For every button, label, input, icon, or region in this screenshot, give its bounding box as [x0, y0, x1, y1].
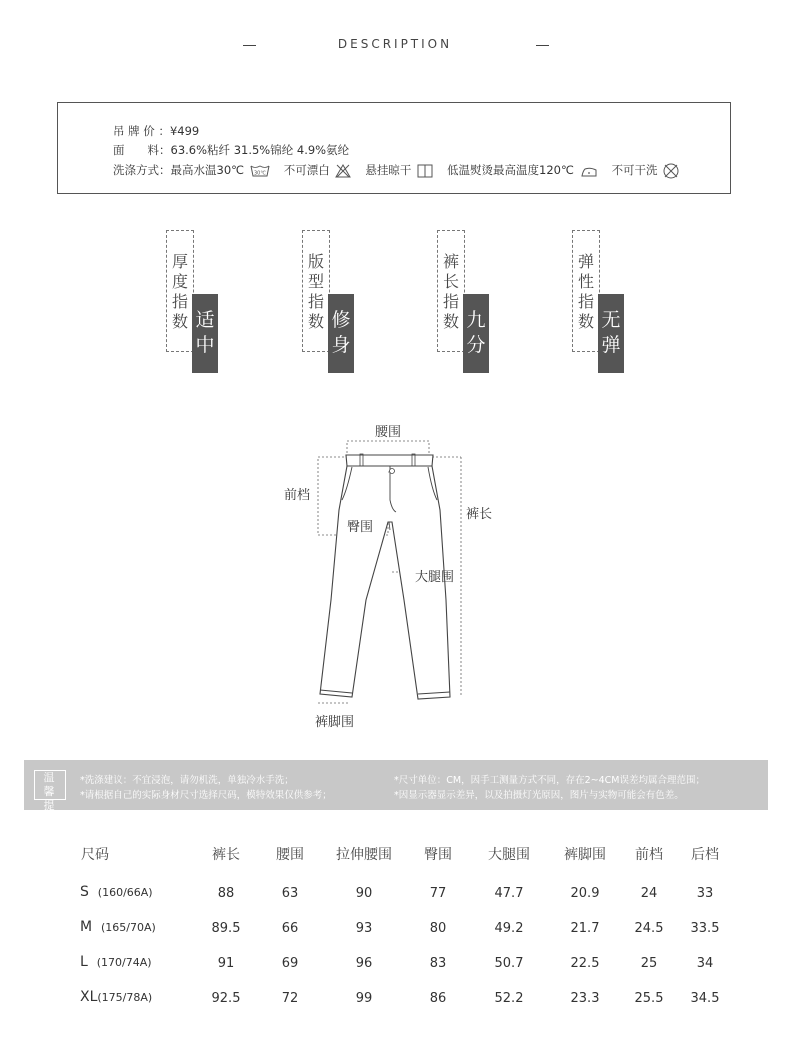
header-dash-right [536, 45, 549, 46]
no-dry-clean-icon [663, 163, 679, 179]
care-label: 洗涤方式： [113, 163, 171, 177]
row-size-label [80, 989, 152, 1005]
pants-measurement-diagram [280, 415, 493, 715]
line-dry-icon [417, 164, 433, 178]
cell-hip: 83 [429, 956, 447, 971]
table-header-front-rise: 前档 [635, 847, 663, 863]
index-label: 版 型 指 数 [307, 252, 324, 331]
cell-stretch-waist: 96 [355, 956, 373, 971]
row-size: S [80, 884, 89, 900]
index-fit [302, 230, 362, 375]
diagram-label-thigh: 大腿围 [415, 570, 455, 585]
tips-right-line-2: *因显示器显示差异，以及拍摄灯光原因，图片与实物可能会有色差。 [394, 790, 684, 801]
index-thickness [166, 230, 226, 375]
tips-badge-top: 温 馨 [43, 771, 57, 798]
cell-front-rise: 24.5 [634, 921, 664, 936]
cell-length: 89.5 [211, 921, 241, 936]
cell-back-rise: 33 [696, 886, 714, 901]
index-value: 九 分 [463, 294, 489, 373]
cell-hip: 80 [429, 921, 447, 936]
row-size-spec: (170/74A) [96, 956, 152, 969]
product-info-box [57, 102, 731, 194]
cell-hip: 86 [429, 991, 447, 1006]
row-size: M [80, 919, 93, 935]
table-header-thigh: 大腿围 [488, 847, 530, 863]
diagram-label-waist: 腰围 [375, 425, 402, 440]
index-value: 修 身 [328, 294, 354, 373]
row-size-label [80, 954, 152, 970]
tips-left-line-1: *洗涤建议：不宜浸泡，请勿机洗，单独冷水手洗； [80, 775, 294, 786]
index-value: 无 弹 [598, 294, 624, 373]
cell-thigh: 52.2 [494, 991, 524, 1006]
cell-stretch-waist: 99 [355, 991, 373, 1006]
material-label: 面 料： [113, 143, 171, 157]
row-size-spec: (165/70A) [101, 921, 156, 934]
table-header-stretch-waist: 拉伸腰围 [336, 847, 392, 863]
index-stretch [572, 230, 632, 375]
row-size-label [80, 884, 153, 900]
table-header-hem: 裤脚围 [564, 847, 606, 863]
cell-waist: 72 [281, 991, 299, 1006]
index-value: 适 中 [192, 294, 218, 373]
care-item-line-dry: 悬挂晾干 [365, 163, 412, 177]
tips-badge [34, 770, 66, 826]
tips-bar [24, 760, 768, 826]
index-label: 厚 度 指 数 [171, 252, 188, 331]
table-header-waist: 腰围 [276, 847, 304, 863]
index-label: 弹 性 指 数 [577, 252, 594, 331]
cell-length: 91 [217, 956, 235, 971]
care-item-iron: 低温熨烫最高温度120℃ [447, 163, 574, 177]
cell-thigh: 47.7 [494, 886, 524, 901]
wash-temp-icon-text: 30℃ [253, 170, 266, 176]
tips-right-line-1: *尺寸单位：CM，因手工测量方式不同，存在2~4CM误差均属合理范围； [394, 775, 705, 786]
tips-badge-bottom: 提 示 [43, 799, 57, 826]
cell-length: 88 [217, 886, 235, 901]
cell-hem: 21.7 [570, 921, 600, 936]
tips-left-line-2: *请根据自己的实际身材尺寸选择尺码，模特效果仅供参考； [80, 790, 332, 801]
cell-back-rise: 33.5 [690, 921, 720, 936]
cell-front-rise: 25.5 [634, 991, 664, 1006]
diagram-label-hem: 裤脚围 [315, 715, 355, 730]
index-length [437, 230, 497, 375]
cell-length: 92.5 [211, 991, 241, 1006]
price-value: ¥499 [169, 124, 200, 138]
cell-hem: 22.5 [570, 956, 600, 971]
row-size-spec: (175/78A) [97, 991, 153, 1004]
diagram-label-front-rise: 前档 [284, 488, 311, 503]
cell-hip: 77 [429, 886, 447, 901]
care-item-no-bleach: 不可漂白 [283, 163, 330, 177]
care-item-wash-temp: 最高水温30℃ [170, 163, 245, 177]
cell-waist: 66 [281, 921, 299, 936]
material-row [113, 142, 349, 158]
cell-stretch-waist: 93 [355, 921, 373, 936]
cell-thigh: 49.2 [494, 921, 524, 936]
row-size: L [80, 954, 88, 970]
care-item-no-dry-clean: 不可干洗 [611, 163, 658, 177]
care-row [113, 162, 693, 179]
hand-wash-30-icon [250, 164, 270, 178]
diagram-label-length: 裤长 [466, 507, 493, 522]
page-title: DESCRIPTION [337, 37, 453, 51]
cell-waist: 63 [281, 886, 299, 901]
cell-stretch-waist: 90 [355, 886, 373, 901]
row-size-spec: (160/66A) [97, 886, 153, 899]
table-header-length: 裤长 [212, 847, 240, 863]
cell-back-rise: 34 [696, 956, 714, 971]
cell-back-rise: 34.5 [690, 991, 720, 1006]
no-bleach-icon [335, 164, 351, 178]
cell-front-rise: 25 [640, 956, 658, 971]
row-size: XL [80, 989, 98, 1005]
cell-thigh: 50.7 [494, 956, 524, 971]
price-label: 吊 牌 价 ： [113, 124, 170, 138]
table-header-back-rise: 后档 [691, 847, 719, 863]
cell-front-rise: 24 [640, 886, 658, 901]
table-header-size: 尺码 [81, 847, 109, 863]
index-label: 裤 长 指 数 [442, 252, 459, 331]
cell-waist: 69 [281, 956, 299, 971]
cell-hem: 20.9 [570, 886, 600, 901]
material-value: 63.6%粘纤 31.5%锦纶 4.9%氨纶 [170, 143, 350, 157]
diagram-label-hip: 臀围 [347, 520, 374, 535]
low-iron-icon [580, 164, 598, 178]
row-size-label [80, 919, 156, 935]
price-row [113, 123, 199, 139]
table-header-hip: 臀围 [424, 847, 452, 863]
cell-hem: 23.3 [570, 991, 600, 1006]
